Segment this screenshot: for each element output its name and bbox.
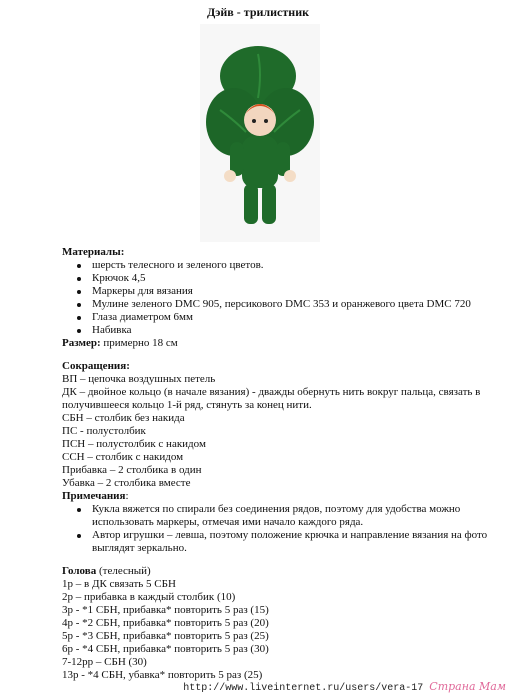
pattern-row: 6р - *4 СБН, прибавка* повторить 5 раз (30) <box>62 643 269 655</box>
doll-photo <box>200 24 320 242</box>
list-item: шерсть телесного и зеленого цветов. <box>62 259 502 272</box>
clover-doll-image <box>200 24 320 242</box>
logo-mark: Страна Мам <box>429 680 506 693</box>
text-line: Прибавка – 2 столбика в один <box>62 464 202 476</box>
list-item: Маркеры для вязания <box>62 285 502 298</box>
text-line: ДК – двойное кольцо (в начале вязания) - дважды обернуть нить вокруг пальца, связать в <box>62 386 481 398</box>
text-line: ССН – столбик с накидом <box>62 451 184 463</box>
list-item: Набивка <box>62 324 502 337</box>
pattern-row: 4р - *2 СБН, прибавка* повторить 5 раз (20) <box>62 617 269 629</box>
size-line <box>62 337 502 350</box>
pattern-row: 13р - *4 СБН, убавка* повторить 5 раз (25) <box>62 669 263 681</box>
pattern-row: 7-12рр – СБН (30) <box>62 656 147 668</box>
size-value: примерно 18 см <box>100 337 178 349</box>
document-body <box>62 246 502 682</box>
footer-watermark <box>183 680 506 695</box>
list-item: Крючок 4,5 <box>62 272 502 285</box>
head-heading-line <box>62 565 502 578</box>
abbreviations-heading: Сокращения: <box>62 360 130 372</box>
list-item: Глаза диаметром 6мм <box>62 311 502 324</box>
list-item: Мулине зеленого DMC 905, персикового DMC 353 и оранжевого цвета DMC 720 <box>62 298 502 311</box>
pattern-row: 3р - *1 СБН, прибавка* повторить 5 раз (15) <box>62 604 269 616</box>
text-line: ВП – цепочка воздушных петель <box>62 373 216 385</box>
head-heading-note: (телесный) <box>96 565 151 577</box>
materials-list <box>62 259 502 337</box>
source-url: http://www.liveinternet.ru/users/vera-17 <box>183 683 424 694</box>
pattern-row: 2р – прибавка в каждый столбик (10) <box>62 591 236 603</box>
pattern-row: 5р - *3 СБН, прибавка* повторить 5 раз (25) <box>62 630 269 642</box>
size-label: Размер: <box>62 337 101 349</box>
text-line: СБН – столбик без накида <box>62 412 185 424</box>
text-line: ПСН – полустолбик с накидом <box>62 438 206 450</box>
text-line: получившееся кольцо 1-й ряд, стянуть за конец нити. <box>62 399 312 411</box>
head-heading: Голова <box>62 565 97 577</box>
text-line: Убавка – 2 столбика вместе <box>62 477 191 489</box>
notes-heading-suffix: : <box>125 490 129 502</box>
pattern-row: 1р – в ДК связать 5 СБН <box>62 578 176 590</box>
notes-heading-line <box>62 490 502 503</box>
list-item: Кукла вяжется по спирали без соединения рядов, поэтому для удобства можно использовать маркеры, отмечая ими начало каждого ряда. <box>62 503 502 529</box>
page-title: Дэйв - трилистник <box>206 5 310 19</box>
notes-list <box>62 503 502 555</box>
materials-heading: Материалы: <box>62 246 125 258</box>
notes-heading: Примечания <box>62 490 126 502</box>
text-line: ПС - полустолбик <box>62 425 146 437</box>
list-item: Автор игрушки – левша, поэтому положение крючка и направление вязания на фото выглядят зеркально. <box>62 529 502 555</box>
